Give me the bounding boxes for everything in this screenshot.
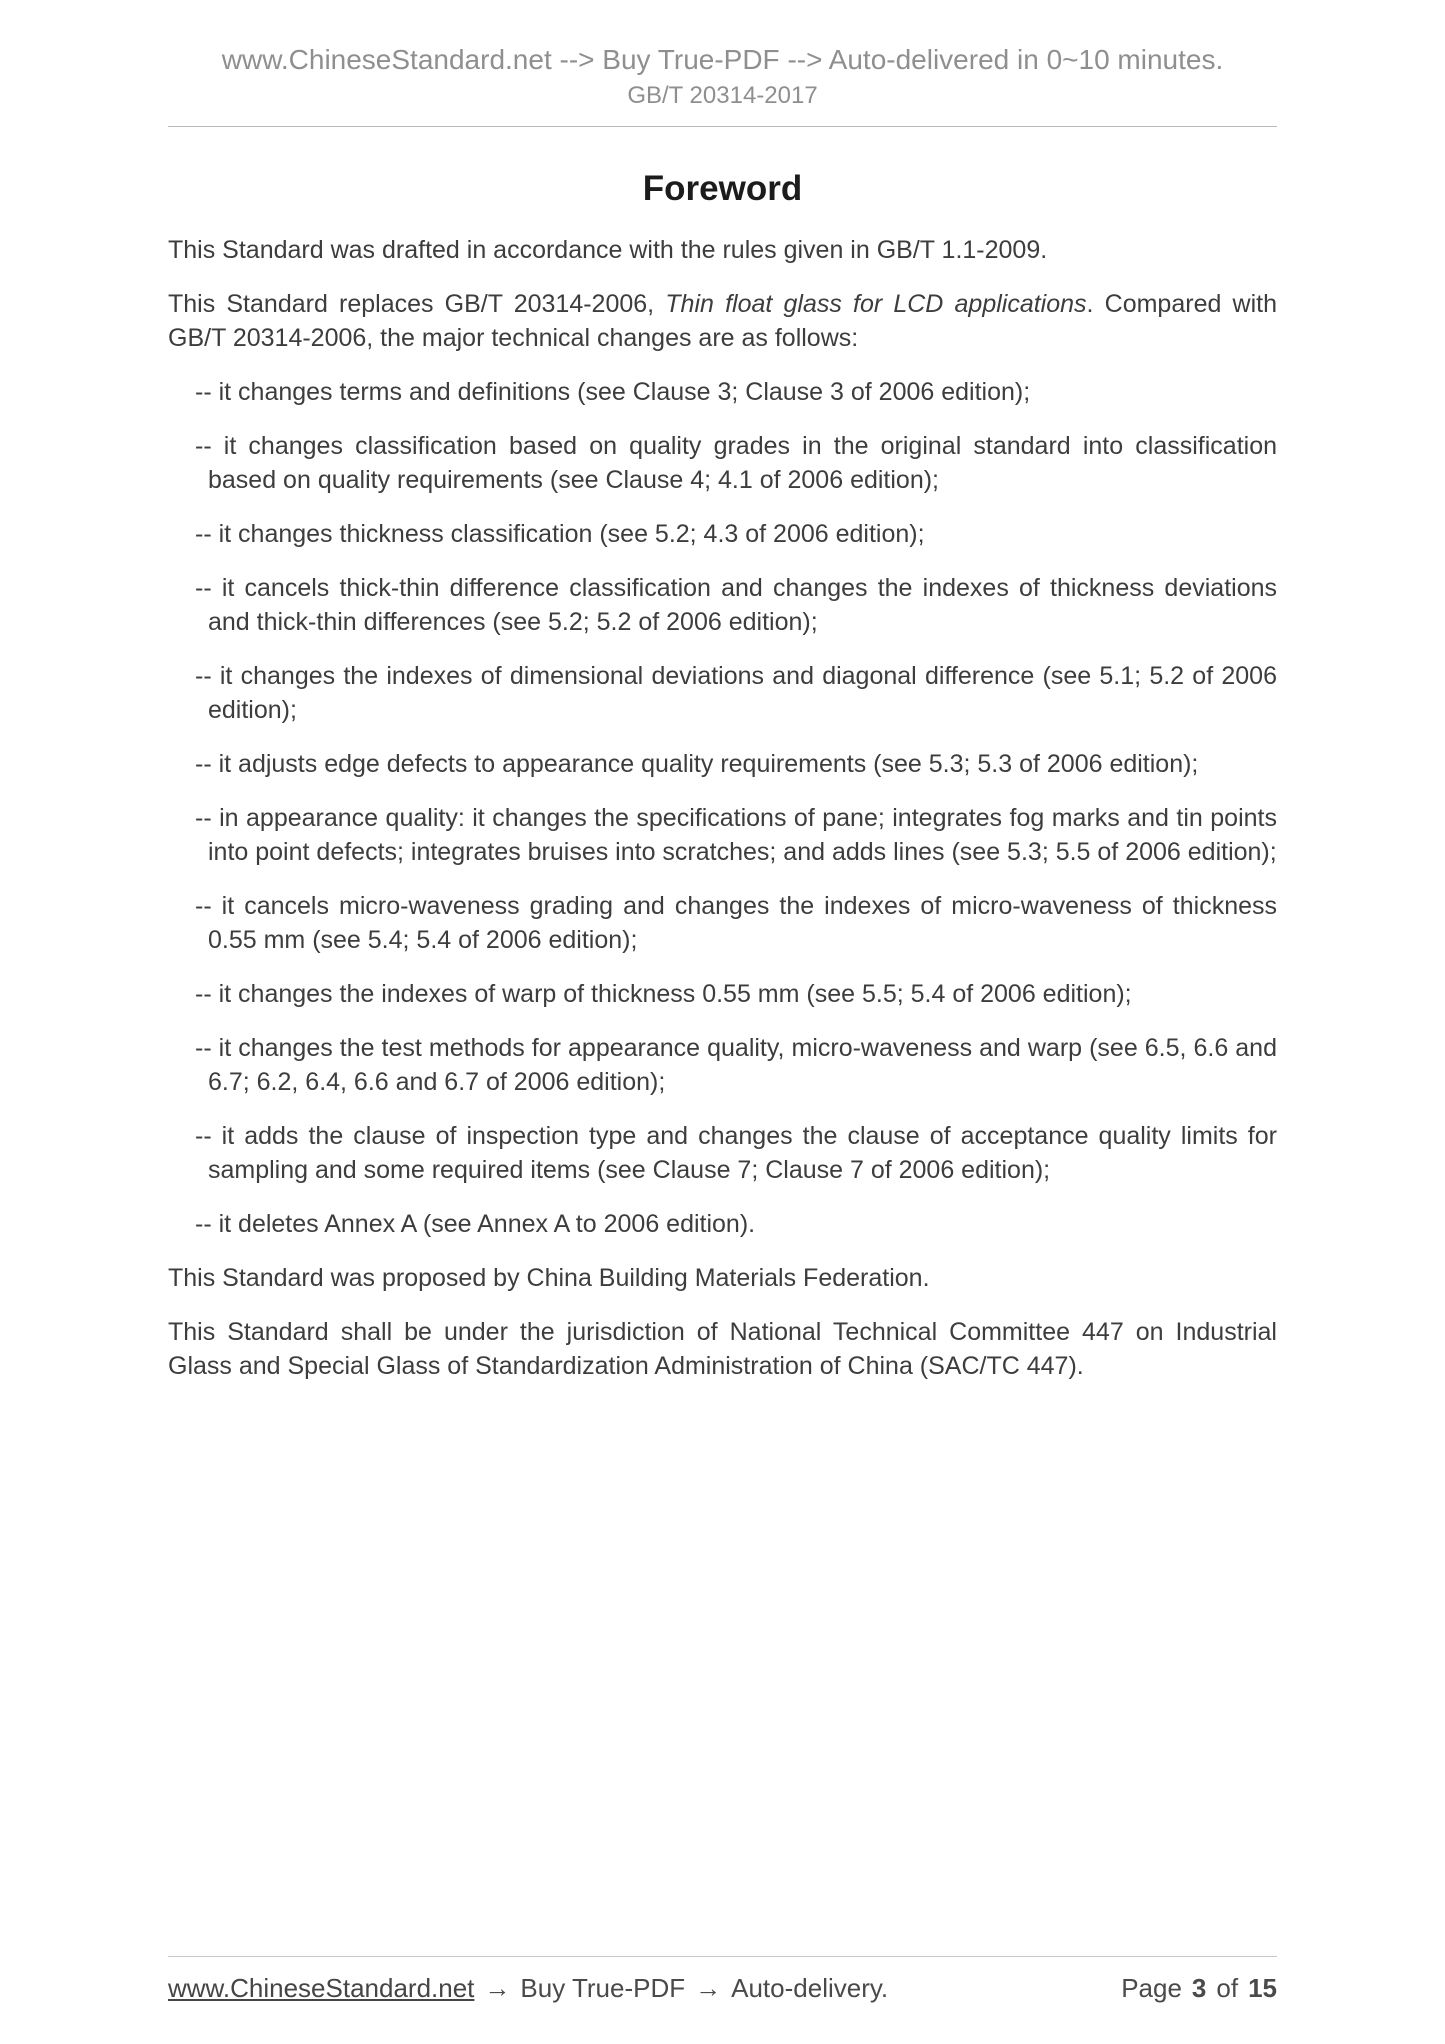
change-item: -- it changes the test methods for appearance quality, micro-waveness and warp (see 6.5, 6.6 and 6.7; 6.2, 6.4, 6.6 and 6.7 of 2006 edition);	[195, 1034, 1277, 1096]
page-current: 3	[1191, 1973, 1207, 2003]
footer-left	[168, 1973, 888, 2004]
change-item: -- it changes the indexes of warp of thickness 0.55 mm (see 5.5; 5.4 of 2006 edition);	[195, 980, 1132, 1008]
change-item: -- it cancels micro-waveness grading and changes the indexes of micro-waveness of thickness 0.55 mm (see 5.4; 5.4 of 2006 edition);	[195, 892, 1277, 954]
closing-paragraph-1: This Standard was proposed by China Building Materials Federation.	[168, 1264, 930, 1292]
intro-paragraph-2	[168, 287, 1277, 355]
change-item: -- it changes thickness classification (see 5.2; 4.3 of 2006 edition);	[195, 520, 925, 548]
arrow-right-icon: →	[695, 1973, 722, 2003]
change-item: -- it changes classification based on quality grades in the original standard into classification based on quality requirements (see Clause 4; 4.1 of 2006 edition);	[195, 432, 1277, 494]
change-item: -- it cancels thick-thin difference classification and changes the indexes of thickness deviations and thick-thin differences (see 5.2; 5.2 of 2006 edition);	[195, 574, 1277, 636]
intro-paragraph-2-text: This Standard replaces GB/T 20314-2006,	[168, 290, 666, 318]
footer-site-link[interactable]: www.ChineseStandard.net	[168, 1973, 475, 2003]
doc-number: GB/T 20314-2017	[627, 82, 818, 109]
page-footer	[168, 1956, 1277, 2004]
page-of-label: of	[1216, 1973, 1239, 2003]
intro-paragraph-2-tail: . Compared with GB/T 20314-2006, the major technical changes are as follows:	[168, 290, 1277, 352]
header-tagline: www.ChineseStandard.net --> Buy True-PDF --> Auto-delivered in 0~10 minutes.	[221, 44, 1224, 75]
header-divider	[168, 126, 1277, 127]
footer-buy-label: Buy True-PDF	[520, 1973, 686, 2003]
change-item: -- it changes the indexes of dimensional deviations and diagonal difference (see 5.1; 5.2 of 2006 edition);	[195, 662, 1277, 724]
changes-list	[168, 375, 1277, 1261]
page-indicator	[1121, 1973, 1277, 2004]
footer-row	[168, 1973, 1277, 2004]
page-header	[168, 42, 1277, 127]
intro-paragraph-1: This Standard was drafted in accordance with the rules given in GB/T 1.1-2009.	[168, 236, 1048, 264]
change-item: -- it deletes Annex A (see Annex A to 2006 edition).	[195, 1210, 756, 1238]
arrow-right-icon: →	[484, 1973, 511, 2003]
change-item: -- it adjusts edge defects to appearance quality requirements (see 5.3; 5.3 of 2006 edition);	[195, 750, 1199, 778]
closing-paragraph-2: This Standard shall be under the jurisdiction of National Technical Committee 447 on Industrial Glass and Special Glass of Standardization Administration of China (SAC/TC 447).	[168, 1318, 1277, 1380]
referenced-standard-title: Thin float glass for LCD applications	[665, 290, 1087, 318]
footer-divider	[168, 1956, 1277, 1957]
change-item: -- it changes terms and definitions (see Clause 3; Clause 3 of 2006 edition);	[195, 378, 1031, 406]
page-label: Page	[1121, 1973, 1182, 2003]
change-item: -- it adds the clause of inspection type and changes the clause of acceptance quality limits for sampling and some required items (see Clause 7; Clause 7 of 2006 edition);	[195, 1122, 1277, 1184]
footer-delivery-label: Auto-delivery.	[731, 1973, 889, 2003]
change-item: -- in appearance quality: it changes the specifications of pane; integrates fog marks and tin points into point defects; integrates bruises into scratches; and adds lines (see 5.3; 5.5 of 2006 edition);	[195, 804, 1277, 866]
page-title: Foreword	[642, 169, 803, 208]
page-total: 15	[1248, 1973, 1277, 2003]
